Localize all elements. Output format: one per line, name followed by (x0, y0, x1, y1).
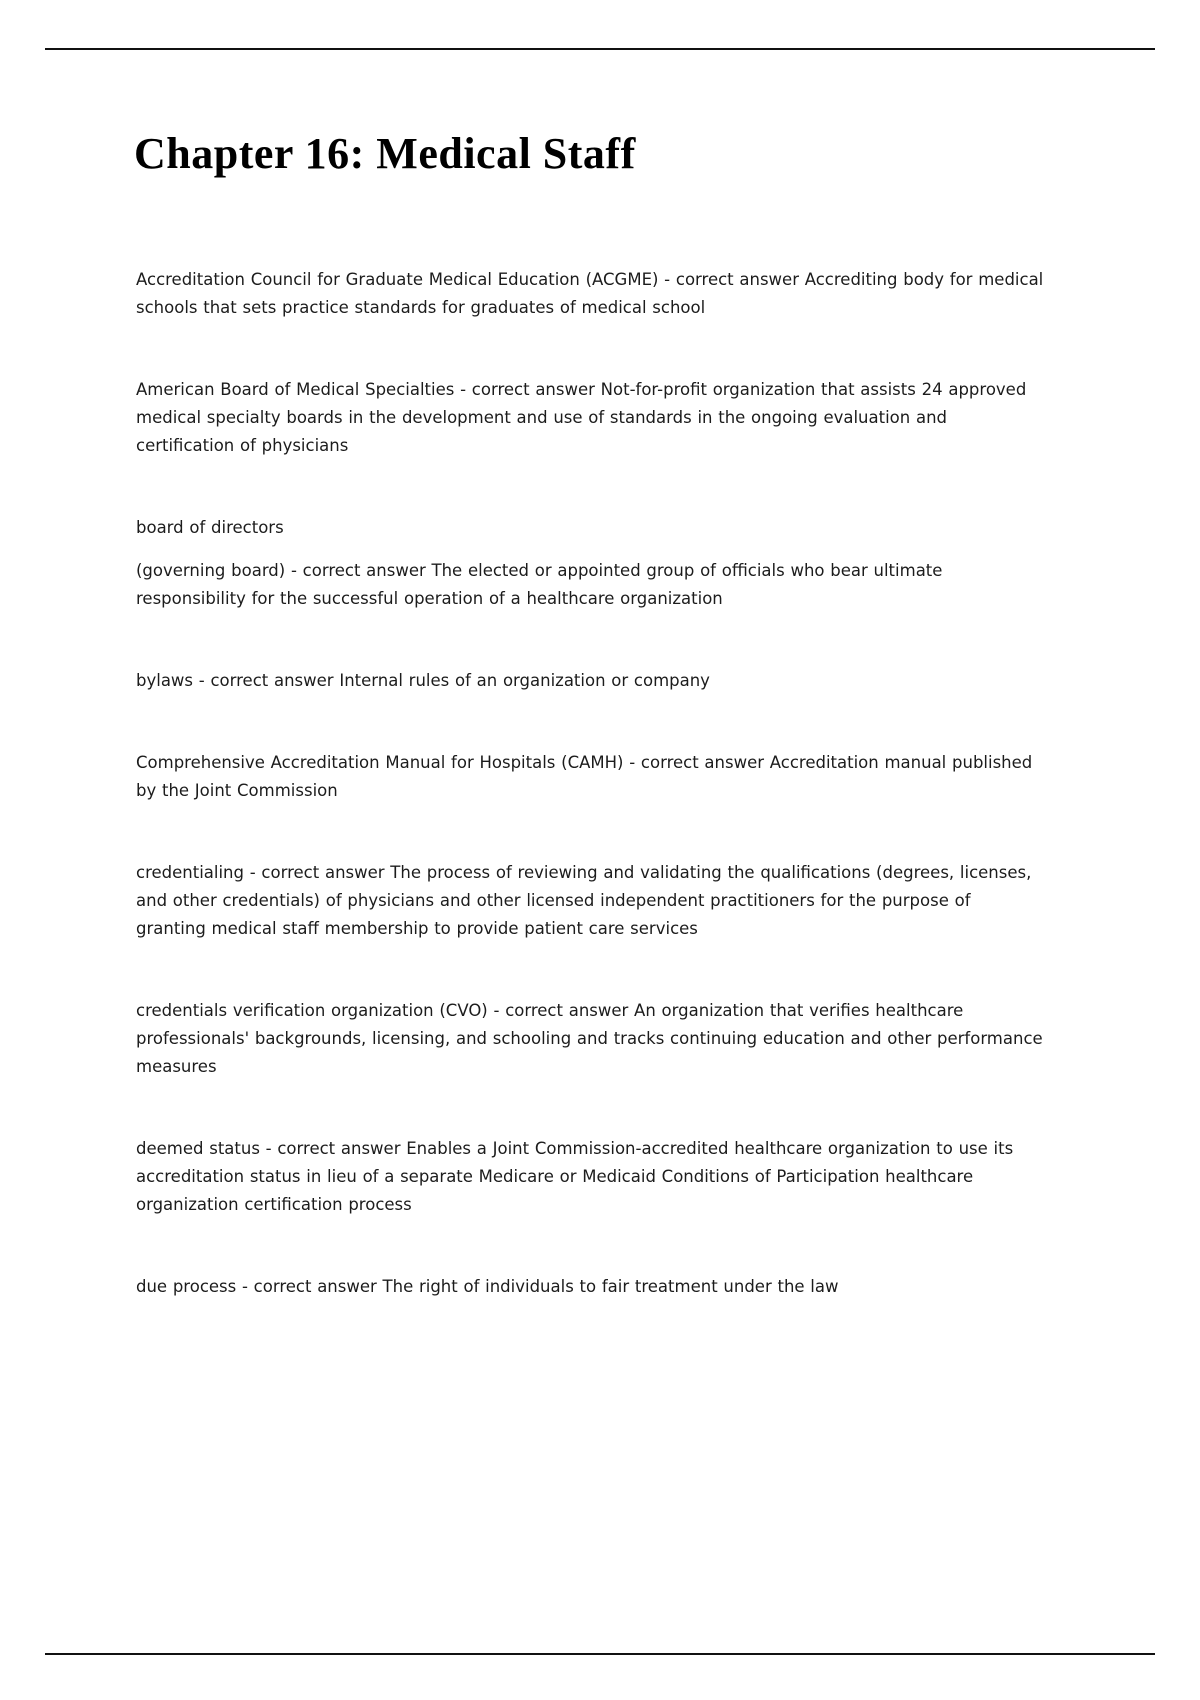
page-title: Chapter 16: Medical Staff (134, 129, 636, 178)
definition-paragraph: bylaws - correct answer Internal rules of an organization or company (136, 671, 710, 690)
bottom-rule (45, 1653, 1155, 1655)
definition-paragraph: American Board of Medical Specialties - correct answer Not-for-profit organization that assists 24 approved medical specialty boards in the development and use of standards in the ongoing evaluation and certification of physicians (136, 380, 1027, 455)
top-rule (45, 48, 1155, 50)
definition-term: board of directors (136, 518, 284, 537)
definition-paragraph: credentialing - correct answer The process of reviewing and validating the qualifications (degrees, licenses, and other credentials) of physicians and other licensed independent practitioners for the purpose of granting medical staff membership to provide patient care services (136, 863, 1032, 938)
definition-paragraph: Comprehensive Accreditation Manual for Hospitals (CAMH) - correct answer Accreditation manual published by the Joint Commission (136, 753, 1033, 800)
definition-paragraph: (governing board) - correct answer The elected or appointed group of officials who bear ultimate responsibility for the successful operation of a healthcare organization (136, 561, 943, 608)
definition-paragraph: due process - correct answer The right of individuals to fair treatment under the law (136, 1277, 839, 1296)
definition-paragraph: deemed status - correct answer Enables a Joint Commission-accredited healthcare organization to use its accreditation status in lieu of a separate Medicare or Medicaid Conditions of Participation healthcare organization certification process (136, 1139, 1014, 1214)
definition-paragraph: credentials verification organization (CVO) - correct answer An organization that verifies healthcare professionals' backgrounds, licensing, and schooling and tracks continuing education and other performance measures (136, 1001, 1043, 1076)
document-body (136, 266, 1046, 1355)
definition-paragraph: Accreditation Council for Graduate Medical Education (ACGME) - correct answer Accrediting body for medical schools that sets practice standards for graduates of medical school (136, 270, 1044, 317)
